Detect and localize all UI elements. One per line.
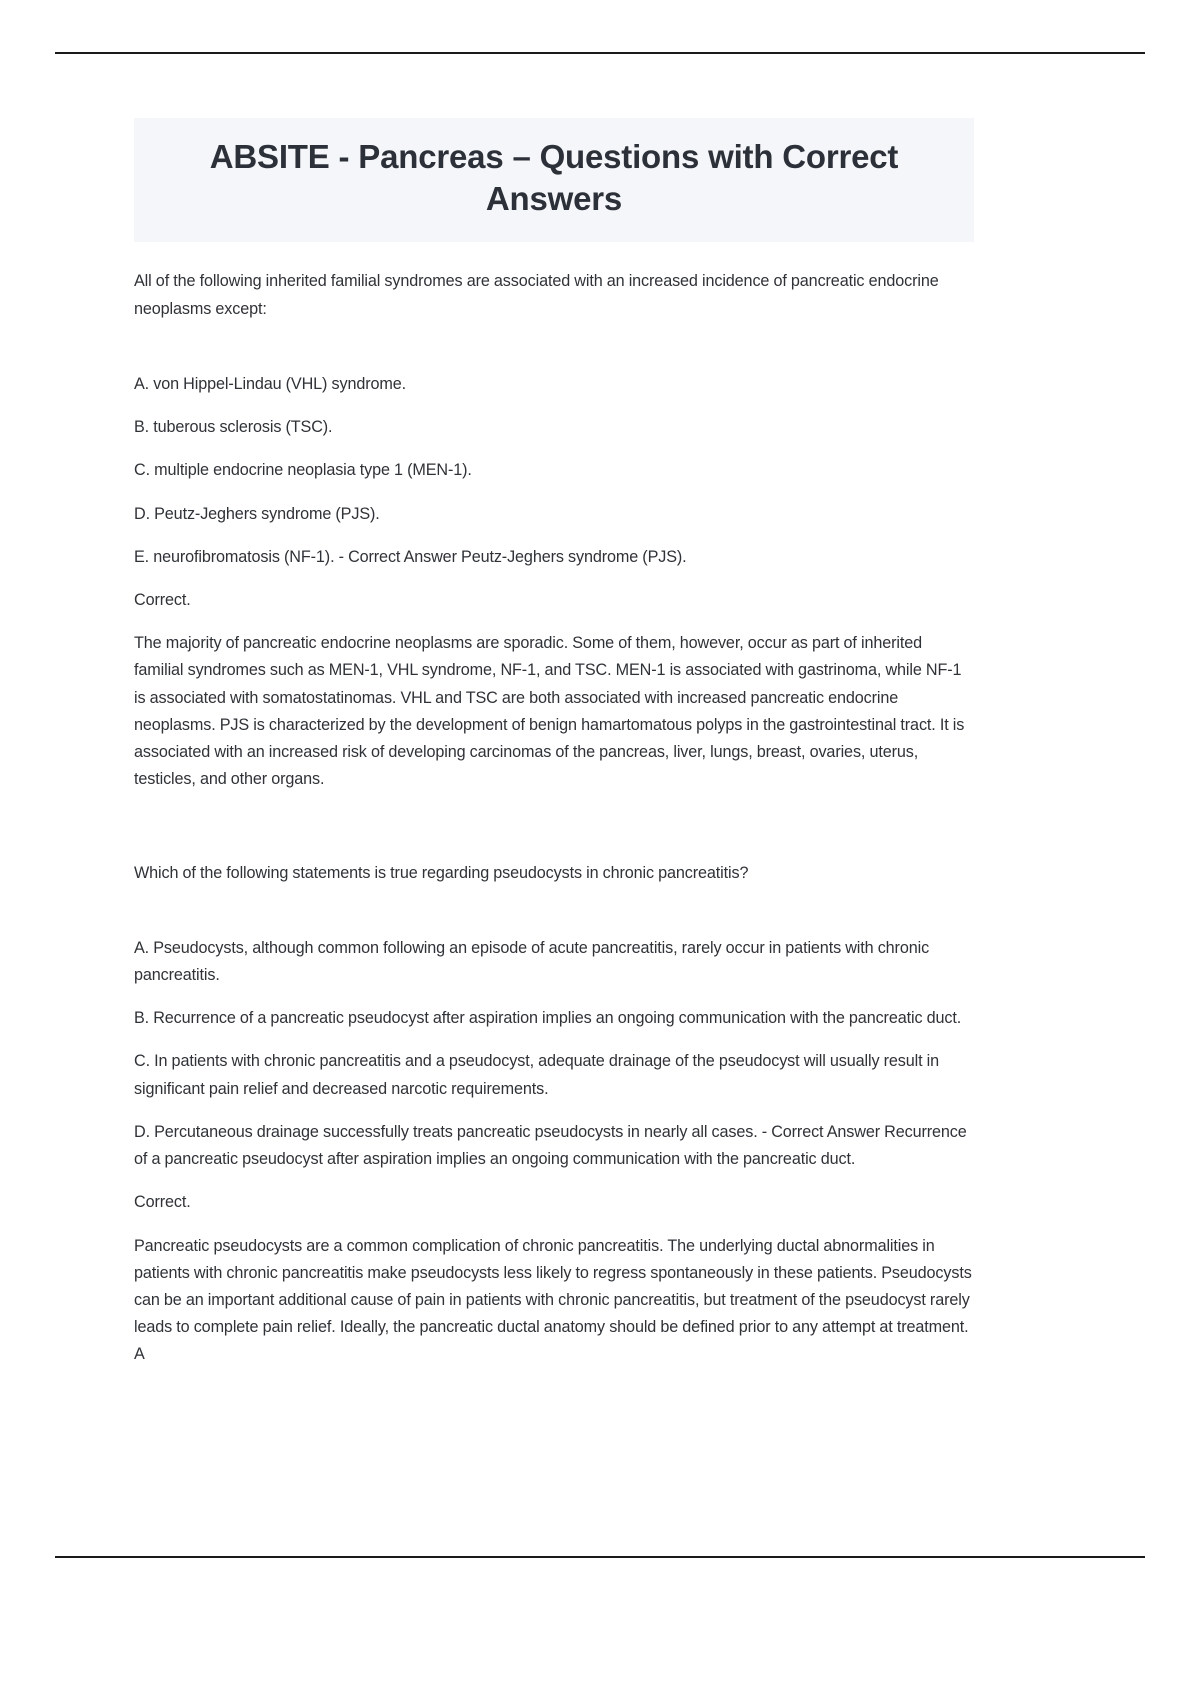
question-1-option-a: A. von Hippel-Lindau (VHL) syndrome.: [134, 374, 406, 393]
question-2-option-b: B. Recurrence of a pancreatic pseudocyst after aspiration implies an ongoing communication with the pancreatic duct.: [134, 1009, 962, 1028]
question-1-option-d: D. Peutz-Jeghers syndrome (PJS).: [134, 504, 380, 523]
question-1-stem: All of the following inherited familial syndromes are associated with an increased incidence of pancreatic endocrine neoplasms except:: [134, 272, 939, 318]
page-title: ABSITE - Pancreas – Questions with Correct Answers: [209, 138, 899, 218]
question-1-verdict: Correct.: [134, 591, 191, 609]
question-1-option-b: B. tuberous sclerosis (TSC).: [134, 418, 333, 437]
page-bottom-rule: [55, 1556, 1145, 1558]
question-1-option-e: E. neurofibromatosis (NF-1). - Correct Answer Peutz-Jeghers syndrome (PJS).: [134, 547, 687, 566]
question-1-explanation: The majority of pancreatic endocrine neoplasms are sporadic. Some of them, however, occur as part of inherited familial syndromes such as MEN-1, VHL syndrome, NF-1, and TSC. MEN-1 is associated with gastrinoma, while NF-1 is associated with somatostatinomas. VHL and TSC are both associated with increased pancreatic endocrine neoplasms. PJS is characterized by the development of benign hamartomatous polyps in the gastrointestinal tract. It is associated with an increased risk of developing carcinomas of the pancreas, liver, lungs, breast, ovaries, uterus, testicles, and other organs.: [134, 634, 965, 789]
question-1-option-c: C. multiple endocrine neoplasia type 1 (MEN-1).: [134, 461, 472, 480]
question-2-explanation: Pancreatic pseudocysts are a common complication of chronic pancreatitis. The underlying ductal abnormalities in patients with chronic pancreatitis make pseudocysts less likely to regress spontaneously in these patients. Pseudocysts can be an important additional cause of pain in patients with chronic pancreatitis, but treatment of the pseudocyst rarely leads to complete pain relief. Ideally, the pancreatic ductal anatomy should be defined prior to any attempt at treatment. A: [134, 1236, 972, 1364]
question-2-option-a: A. Pseudocysts, although common following an episode of acute pancreatitis, rarely occur in patients with chronic pancreatitis.: [134, 938, 930, 984]
question-2-option-d: D. Percutaneous drainage successfully treats pancreatic pseudocysts in nearly all cases. - Correct Answer Recurrence of a pancreatic pseudocyst after aspiration implies an ongoing communication with the pancreatic duct.: [134, 1122, 967, 1169]
title-banner: [134, 118, 974, 242]
question-2-stem: Which of the following statements is true regarding pseudocysts in chronic pancreatitis?: [134, 863, 749, 882]
question-2-option-c: C. In patients with chronic pancreatitis and a pseudocyst, adequate drainage of the pseudocyst will usually result in significant pain relief and decreased narcotic requirements.: [134, 1052, 940, 1098]
page-top-rule: [55, 52, 1145, 54]
document-content: [134, 118, 974, 1369]
question-2-verdict: Correct.: [134, 1193, 191, 1212]
